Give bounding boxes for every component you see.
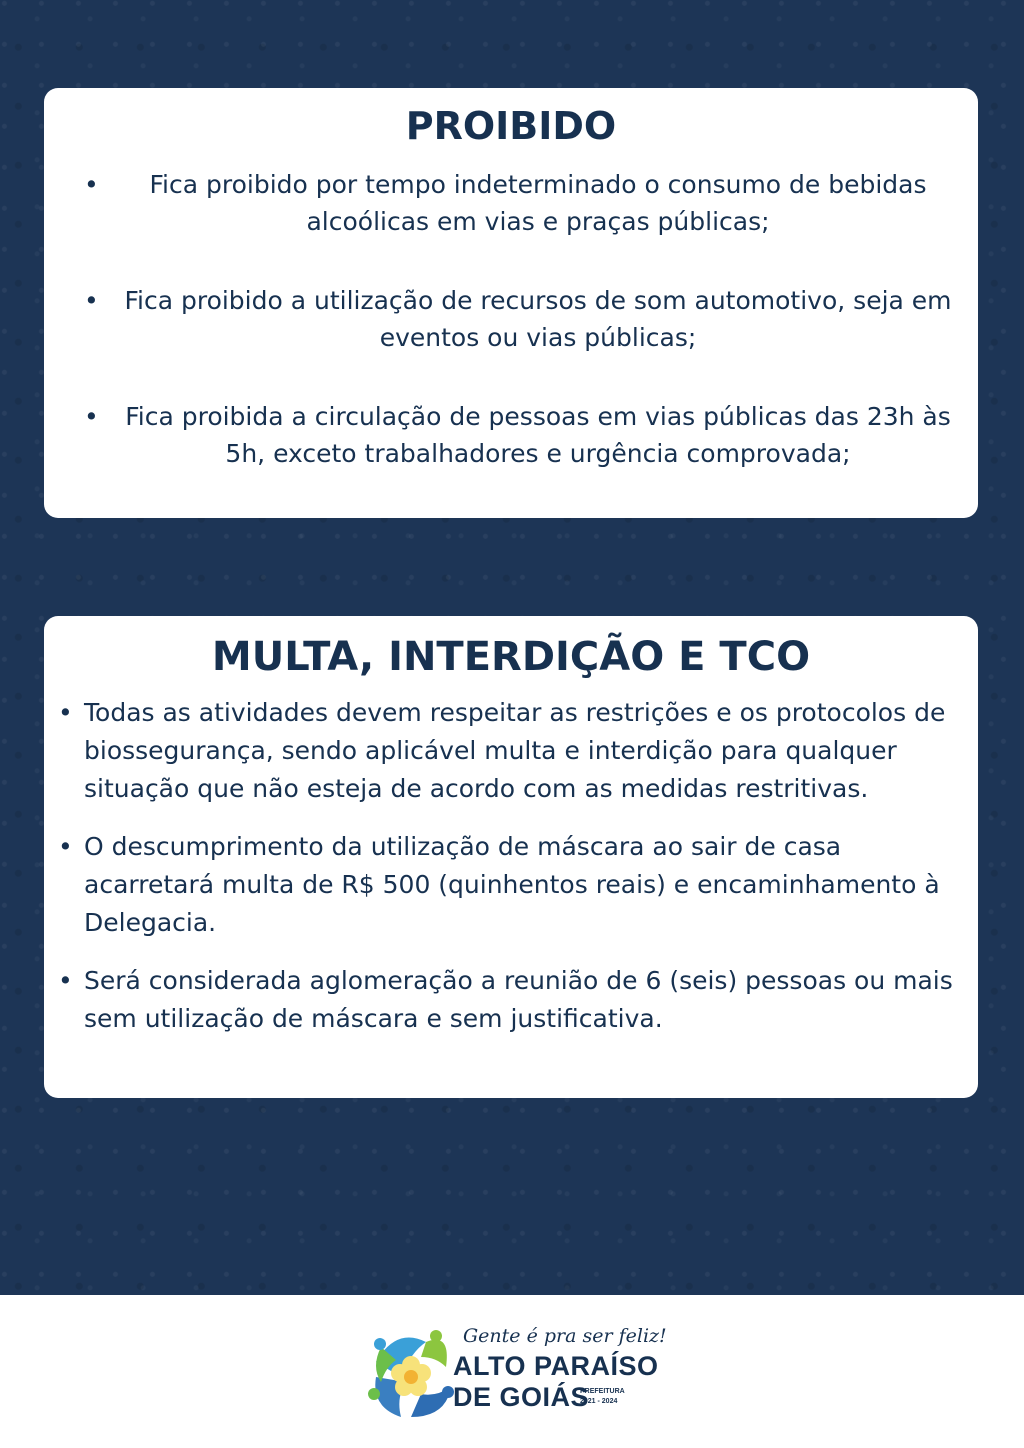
brand-name-line2: DE GOIÁS	[453, 1382, 590, 1412]
prohibited-list	[44, 166, 978, 472]
penalties-list	[44, 694, 978, 1038]
list-item-text: O descumprimento da utilização de máscara ao sair de casa acarretará multa de R$ 500 (quinhentos reais) e encaminhamento à Delegacia.	[84, 832, 940, 937]
list-item-text: Será considerada aglomeração a reunião de 6 (seis) pessoas ou mais sem utilização de máscara e sem justificativa.	[84, 966, 953, 1033]
list-item	[84, 398, 952, 472]
list-item-text: Todas as atividades devem respeitar as restrições e os protocolos de biossegurança, sendo aplicável multa e interdição para qualquer situação que não esteja de acordo com as medidas restritivas.	[84, 698, 946, 803]
list-item	[54, 694, 970, 808]
list-item	[84, 282, 952, 356]
prohibited-card	[44, 88, 978, 518]
prefeitura-label: PREFEITURA	[580, 1388, 625, 1395]
brand-name-line1: ALTO PARAÍSO	[453, 1351, 659, 1381]
list-item	[84, 166, 952, 240]
bullet: •	[58, 832, 73, 861]
bullet: •	[58, 698, 73, 727]
list-item	[54, 828, 970, 942]
list-item-text: Fica proibida a circulação de pessoas em vias públicas das 23h às 5h, exceto trabalhadores e urgência comprovada;	[125, 402, 951, 468]
bullet: •	[84, 170, 99, 199]
list-item-text: Fica proibido a utilização de recursos de som automotivo, seja em eventos ou vias públicas;	[124, 286, 952, 352]
list-item-text: Fica proibido por tempo indeterminado o consumo de bebidas alcoólicas em vias e praças públicas;	[149, 170, 927, 236]
bullet: •	[58, 966, 73, 995]
penalties-card	[44, 616, 978, 1098]
bullet: •	[84, 286, 99, 315]
bullet: •	[84, 402, 99, 431]
prohibited-title: PROIBIDO	[405, 104, 617, 148]
slogan: Gente é pra ser feliz!	[463, 1325, 667, 1347]
administration-period: 2021 - 2024	[580, 1398, 618, 1405]
list-item	[54, 962, 970, 1038]
penalties-title: MULTA, INTERDIÇÃO E TCO	[211, 634, 811, 680]
